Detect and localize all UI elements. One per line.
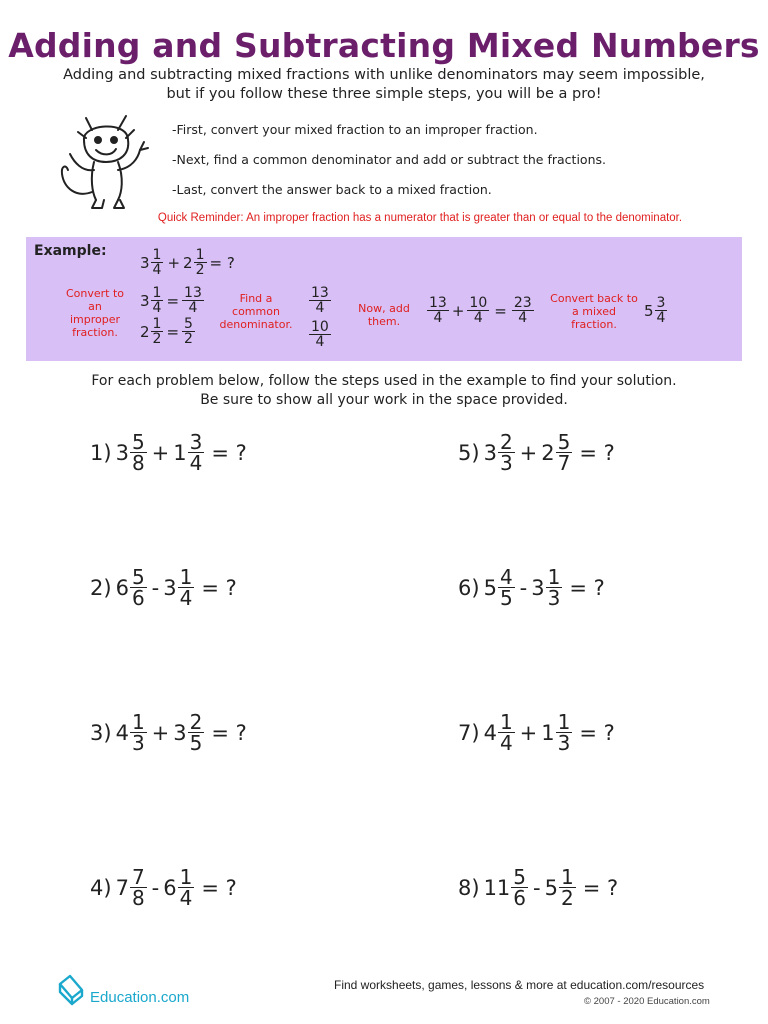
equals-question: = ? [579,720,615,745]
fraction: $\frac{1}{4}$ [152,247,162,278]
example-label: Example: [34,243,107,259]
brand-name[interactable]: Education.com [90,989,190,1006]
cartoon-monster-icon [56,108,156,212]
fraction: $\frac{1}{4}$ [179,865,193,910]
problem-5 [458,432,615,473]
fraction: $\frac{1}{2}$ [195,247,205,278]
operator: + [519,720,538,745]
problem-number: 8) [458,875,480,900]
whole-number: 3 [163,575,177,600]
example-conversion-1: 3 $\frac{1}{4}$ = $\frac{13}{4}$ [140,285,202,316]
note-add: Now, add them. [358,302,410,328]
whole-number: 5 [544,875,558,900]
whole-number: 2 [541,440,555,465]
footer-tagline[interactable]: Find worksheets, games, lessons & more at education.com/resources [334,978,705,992]
equals-question: = ? [211,440,247,465]
fraction: $\frac{1}{3}$ [131,710,145,755]
problem-number: 6) [458,575,480,600]
problem-number: 3) [90,720,112,745]
problem-1 [90,432,247,473]
problem-6 [458,567,605,608]
fraction: $\frac{23}{4}$ [513,295,532,326]
fraction: $\frac{5}{2}$ [184,316,193,347]
intro-line-2: but if you follow these three simple steps, you will be a pro! [166,86,602,102]
problem-number: 1) [90,440,112,465]
equals-question: = ? [201,875,237,900]
whole-number: 3 [531,575,545,600]
operator: - [151,575,160,600]
example-common-2 [308,320,332,349]
fraction: $\frac{1}{4}$ [179,565,193,610]
fraction: $\frac{10}{4}$ [469,295,488,326]
fraction: $\frac{1}{2}$ [152,316,162,347]
fraction: $\frac{2}{3}$ [499,430,513,475]
education-logo-icon [56,972,86,1006]
copyright: © 2007 - 2020 Education.com [584,996,710,1007]
problem-8 [458,867,618,908]
problem-number: 4) [90,875,112,900]
note-convert: Convert to an improper fraction. [65,287,125,339]
operator: + [151,440,170,465]
note-common-denominator: Find a common denominator. [219,292,293,331]
equals-question: = ? [579,440,615,465]
example-sum: $\frac{13}{4}$ + $\frac{10}{4}$ = $\frac{23}{4}$ [429,295,532,326]
fraction: $\frac{1}{4}$ [499,710,513,755]
whole-number: 3 [115,440,129,465]
example-common-1 [308,286,332,315]
fraction: $\frac{3}{4}$ [656,295,666,326]
intro-line-1: Adding and subtracting mixed fractions with unlike denominators may seem impossible, [63,67,705,83]
page-title: Adding and Subtracting Mixed Numbers [8,26,760,65]
fraction: $\frac{1}{4}$ [152,285,162,316]
whole-number: 6 [163,875,177,900]
fraction: $\frac{7}{8}$ [131,865,145,910]
problem-7 [458,712,615,753]
operator: - [519,575,528,600]
intro-text [0,66,768,104]
problem-number: 2) [90,575,112,600]
step-1: -First, convert your mixed fraction to an improper fraction. [172,122,538,137]
whole-number: 6 [115,575,129,600]
fraction: $\frac{13}{4}$ [311,285,329,316]
operator: - [151,875,160,900]
fraction: $\frac{13}{4}$ [429,295,447,326]
fraction: $\frac{5}{6}$ [131,565,145,610]
note-convert-back: Convert back to a mixed fraction. [550,292,638,331]
example-question: 3 $\frac{1}{4}$ + 2 $\frac{1}{2}$ = ? [140,247,235,278]
whole-number: 4 [483,720,497,745]
instructions-line-2: Be sure to show all your work in the space provided. [200,392,568,408]
operator: + [519,440,538,465]
problem-2 [90,567,237,608]
instructions [0,372,768,410]
fraction: $\frac{5}{6}$ [513,865,527,910]
fraction: $\frac{5}{8}$ [131,430,145,475]
equals-question: = ? [211,720,247,745]
whole-number: 4 [115,720,129,745]
problem-4 [90,867,237,908]
whole-number: 7 [115,875,129,900]
whole-number: 1 [541,720,555,745]
whole-number: 3 [173,720,187,745]
fraction: $\frac{1}{3}$ [557,710,571,755]
fraction: $\frac{1}{2}$ [560,865,574,910]
example-answer: 5 $\frac{3}{4}$ [644,295,666,326]
fraction: $\frac{10}{4}$ [311,319,329,350]
fraction: $\frac{4}{5}$ [499,565,513,610]
fraction: $\frac{3}{4}$ [189,430,203,475]
fraction: $\frac{5}{7}$ [557,430,571,475]
quick-reminder: Quick Reminder: An improper fraction has a numerator that is greater than or equal to the denominator. [157,212,683,224]
fraction: $\frac{13}{4}$ [184,285,202,316]
problem-number: 5) [458,440,480,465]
example-conversion-2: 2 $\frac{1}{2}$ = $\frac{5}{2}$ [140,316,193,347]
problem-number: 7) [458,720,480,745]
operator: - [533,875,541,900]
equals-question: = ? [201,575,237,600]
equals-question: = ? [569,575,605,600]
whole-number: 11 [483,875,511,900]
fraction: $\frac{1}{3}$ [547,565,561,610]
equals-question: = ? [582,875,619,900]
problem-3 [90,712,247,753]
whole-number: 5 [483,575,497,600]
whole-number: 3 [483,440,497,465]
instructions-line-1: For each problem below, follow the steps used in the example to find your solution. [91,373,677,389]
operator: + [151,720,170,745]
whole-number: 1 [173,440,187,465]
fraction: $\frac{2}{5}$ [189,710,203,755]
step-2: -Next, find a common denominator and add or subtract the fractions. [172,152,606,167]
step-3: -Last, convert the answer back to a mixed fraction. [172,182,492,197]
